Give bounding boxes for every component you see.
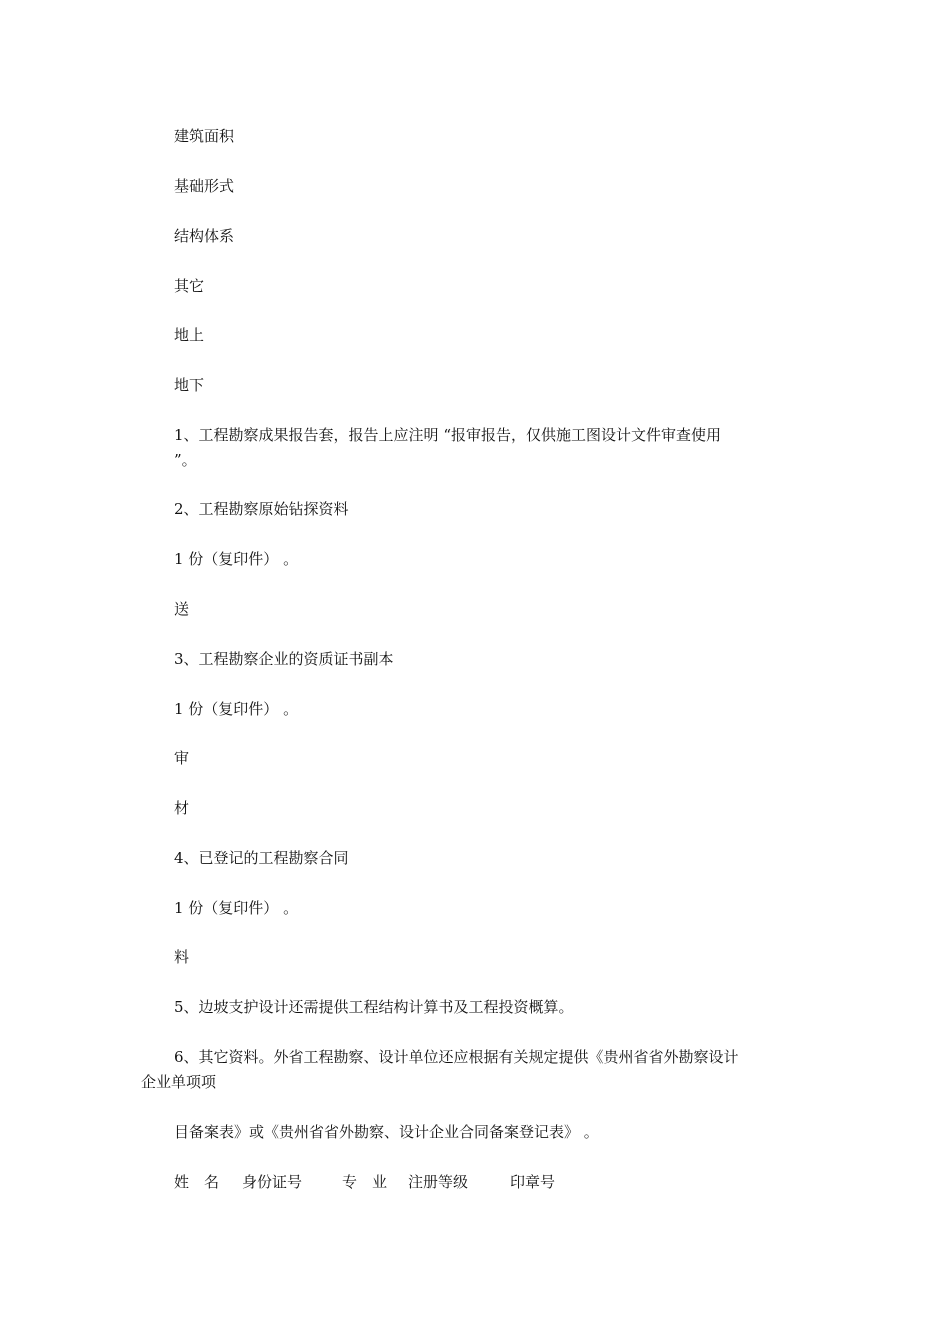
text-line: 1、工程勘察成果报告套，报告上应注明 “报审报告，仅供施工图设计文件审查使用 xyxy=(174,426,721,444)
text-line: 地上 xyxy=(174,326,205,344)
text-line: 4、已登记的工程勘察合同 xyxy=(174,849,349,867)
text-line: 其它 xyxy=(174,277,205,295)
text-line: 3、工程勘察企业的资质证书副本 xyxy=(174,650,394,668)
text-line: 地下 xyxy=(174,376,205,394)
text-line: 2、工程勘察原始钻探资料 xyxy=(174,500,349,518)
header-field-seal-number: 印章号 xyxy=(510,1173,556,1191)
header-field-registration-level: 注册等级 xyxy=(408,1173,469,1191)
text-line: 结构体系 xyxy=(174,227,235,245)
text-line: ”。 xyxy=(174,451,197,469)
text-line: 1 份（复印件） 。 xyxy=(174,899,299,917)
text-line: 料 xyxy=(174,948,190,966)
text-line: 1 份（复印件） 。 xyxy=(174,550,299,568)
text-line: 材 xyxy=(174,799,190,817)
text-line: 目备案表》或《贵州省省外勘察、设计企业合同备案登记表》 。 xyxy=(174,1123,599,1141)
header-field-specialty: 专 业 xyxy=(342,1173,388,1191)
text-line: 6、其它资料。外省工程勘察、设计单位还应根据有关规定提供《贵州省省外勘察设计 xyxy=(174,1048,739,1066)
registration-header-row xyxy=(174,1172,580,1192)
text-line: 送 xyxy=(174,600,190,618)
text-line: 建筑面积 xyxy=(174,127,235,145)
text-line: 1 份（复印件） 。 xyxy=(174,700,299,718)
text-line: 审 xyxy=(174,749,190,767)
header-field-id-number: 身份证号 xyxy=(242,1173,303,1191)
text-line: 5、边坡支护设计还需提供工程结构计算书及工程投资概算。 xyxy=(174,998,574,1016)
text-line: 企业单项项 xyxy=(141,1073,217,1091)
header-field-name: 姓 名 xyxy=(174,1173,220,1191)
text-line: 基础形式 xyxy=(174,177,235,195)
